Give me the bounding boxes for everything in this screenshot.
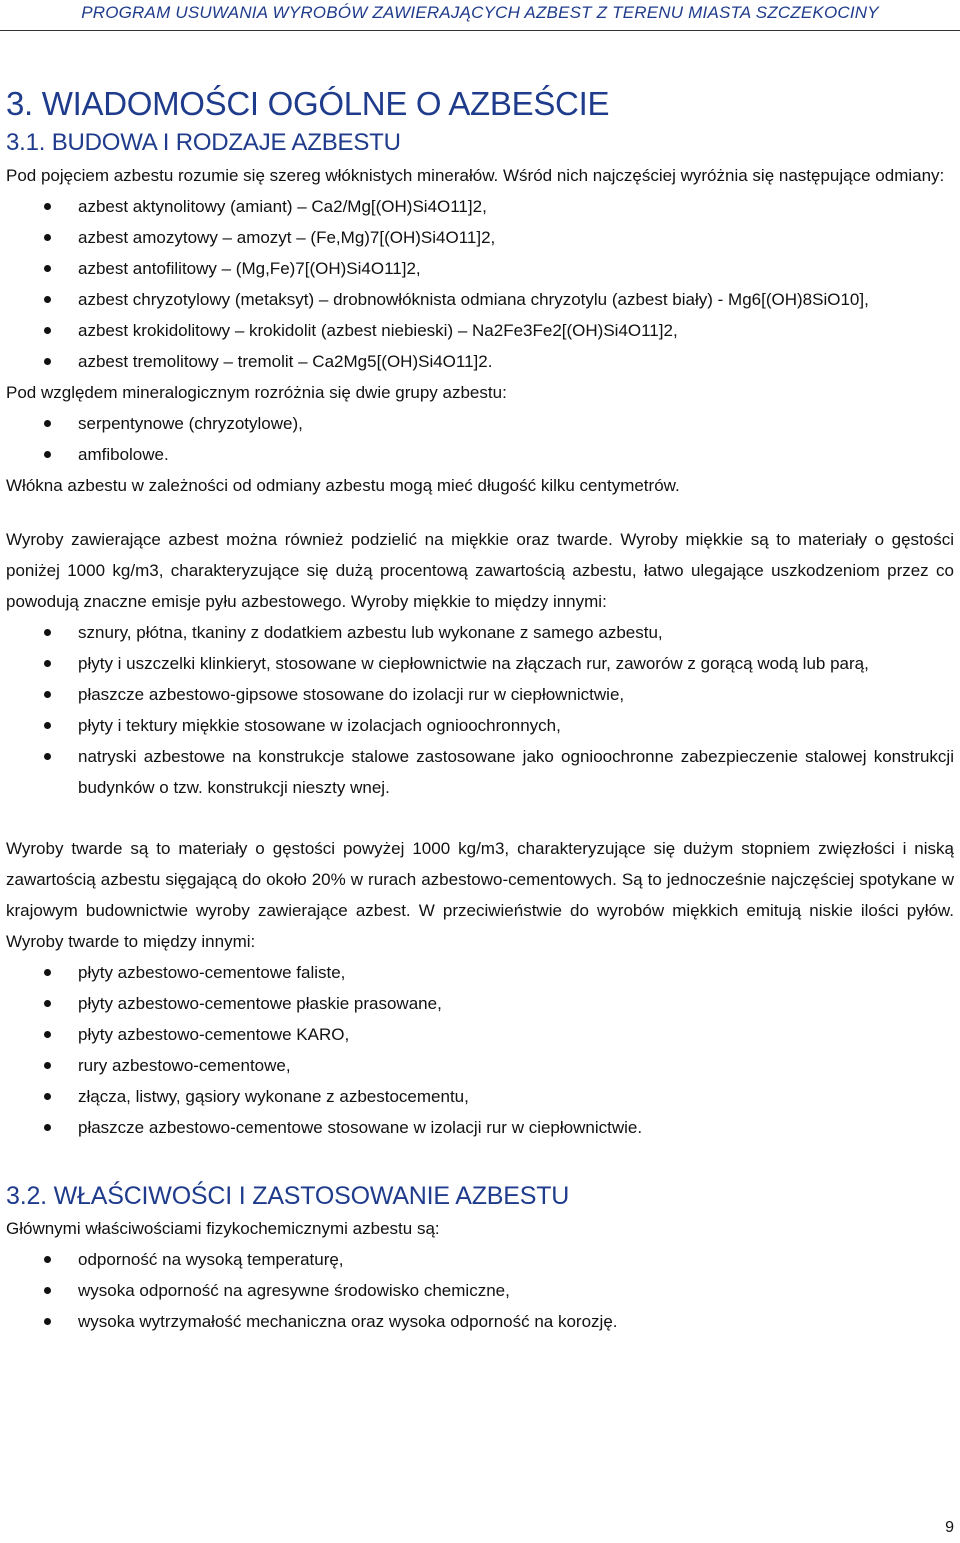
list-item: serpentynowe (chryzotylowe), [6, 408, 954, 439]
intro-paragraph: Pod pojęciem azbestu rozumie się szereg włóknistych minerałów. Wśród nich najczęściej wyróżnia się następujące odmiany: [6, 166, 945, 185]
list-item: płyty i tektury miękkie stosowane w izolacjach ognioochronnych, [6, 710, 954, 741]
page-content [6, 82, 954, 1337]
list-item: płyty azbestowo-cementowe faliste, [6, 957, 954, 988]
list-item: płyty azbestowo-cementowe KARO, [6, 1019, 954, 1050]
section-title: 3. WIADOMOŚCI OGÓLNE O AZBEŚCIE [6, 85, 610, 122]
list-item: płaszcze azbestowo-cementowe stosowane w izolacji rur w ciepłownictwie. [6, 1112, 954, 1143]
soft-products-list [6, 617, 954, 803]
list-item: azbest amozytowy – amozyt – (Fe,Mg)7[(OH)Si4O11]2, [6, 222, 954, 253]
list-item: sznury, płótna, tkaniny z dodatkiem azbestu lub wykonane z samego azbestu, [6, 617, 954, 648]
properties-list [6, 1244, 954, 1337]
asbestos-varieties-list [6, 191, 954, 377]
list-item: natryski azbestowe na konstrukcje stalowe zastosowane jako ognioochronne zabezpieczenie stalowej konstrukcji budynków o tzw. konstrukcji nieszty wnej. [6, 741, 954, 803]
list-item: płaszcze azbestowo-gipsowe stosowane do izolacji rur w ciepłownictwie, [6, 679, 954, 710]
properties-intro: Głównymi właściwościami fizykochemicznymi azbestu są: [6, 1219, 440, 1238]
list-item: rury azbestowo-cementowe, [6, 1050, 954, 1081]
list-item: amfibolowe. [6, 439, 954, 470]
subsection-title-3-2: 3.2. WŁAŚCIWOŚCI I ZASTOSOWANIE AZBESTU [6, 1182, 570, 1210]
list-item: złącza, listwy, gąsiory wykonane z azbestocementu, [6, 1081, 954, 1112]
list-item: azbest antofilitowy – (Mg,Fe)7[(OH)Si4O11]2, [6, 253, 954, 284]
subsection-title-3-1: 3.1. BUDOWA I RODZAJE AZBESTU [6, 129, 401, 156]
groups-intro: Pod względem mineralogicznym rozróżnia się dwie grupy azbestu: [6, 383, 507, 402]
list-item: wysoka odporność na agresywne środowisko chemiczne, [6, 1275, 954, 1306]
soft-products-paragraph: Wyroby zawierające azbest można również podzielić na miękkie oraz twarde. Wyroby miękkie są to materiały o gęstości poniżej 1000 kg/m3, charakteryzujące się dużą procentową zawartością azbestu, łatwo ulegające uszkodzeniom przez co powodują znaczne emisje pyłu azbestowego. Wyroby miękkie to między innymi: [6, 530, 954, 611]
fibers-paragraph: Włókna azbestu w zależności od odmiany azbestu mogą mieć długość kilku centymetrów. [6, 476, 680, 495]
running-header: PROGRAM USUWANIA WYROBÓW ZAWIERAJĄCYCH AZBEST Z TERENU MIASTA SZCZEKOCINY [0, 0, 960, 31]
list-item: płyty i uszczelki klinkieryt, stosowane w ciepłownictwie na złączach rur, zaworów z gorącą wodą lub parą, [6, 648, 954, 679]
mineral-groups-list [6, 408, 954, 470]
list-item: płyty azbestowo-cementowe płaskie prasowane, [6, 988, 954, 1019]
list-item: azbest chryzotylowy (metaksyt) – drobnowłóknista odmiana chryzotylu (azbest biały) - Mg6[(OH)8SiO10], [6, 284, 954, 315]
list-item: azbest aktynolitowy (amiant) – Ca2/Mg[(OH)Si4O11]2, [6, 191, 954, 222]
page-number: 9 [945, 1519, 954, 1536]
hard-products-list [6, 957, 954, 1143]
list-item: azbest krokidolitowy – krokidolit (azbest niebieski) – Na2Fe3Fe2[(OH)Si4O11]2, [6, 315, 954, 346]
list-item: wysoka wytrzymałość mechaniczna oraz wysoka odporność na korozję. [6, 1306, 954, 1337]
list-item: odporność na wysoką temperaturę, [6, 1244, 954, 1275]
hard-products-paragraph: Wyroby twarde są to materiały o gęstości powyżej 1000 kg/m3, charakteryzujące się dużym stopniem zwięzłości i niską zawartością azbestu sięgającą do około 20% w rurach azbestowo-cementowych. Są to jednocześnie najczęściej spotykane w krajowym budownictwie wyroby zawierające azbest. W przeciwieństwie do wyrobów miękkich emitują niskie ilości pyłów. Wyroby twarde to między innymi: [6, 839, 954, 951]
list-item: azbest tremolitowy – tremolit – Ca2Mg5[(OH)Si4O11]2. [6, 346, 954, 377]
